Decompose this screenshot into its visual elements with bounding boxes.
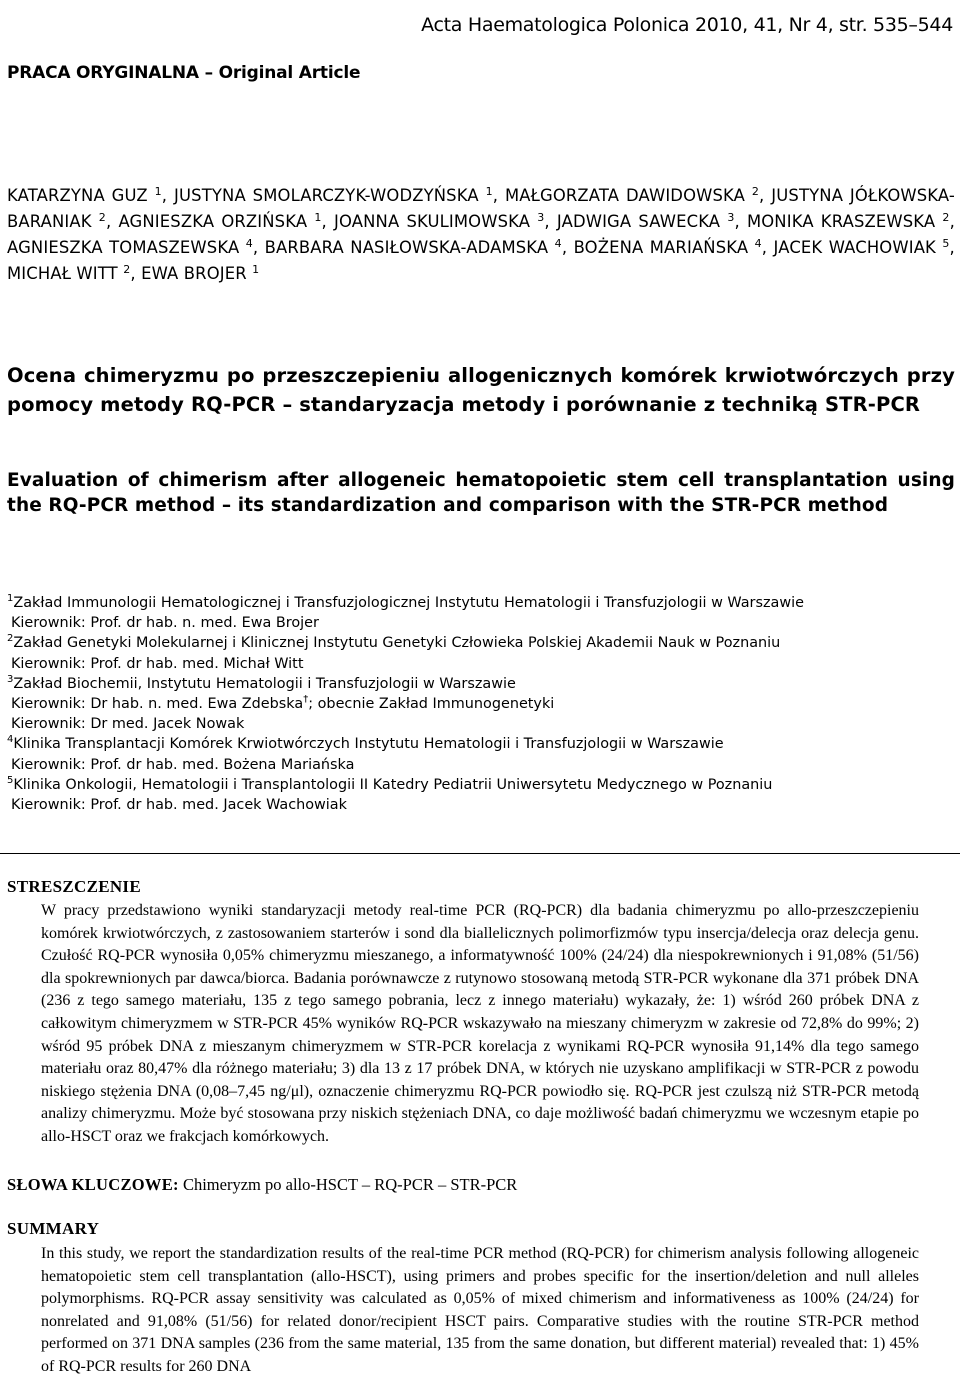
- author-name: MICHAŁ WITT: [7, 264, 118, 283]
- author-name: EWA BROJER: [141, 264, 247, 283]
- affiliations: [7, 593, 955, 815]
- author: [7, 264, 130, 283]
- affiliation-head: Kierownik: Prof. dr hab. med. Bożena Mariańska: [11, 756, 355, 773]
- affiliation-5: [7, 775, 955, 815]
- keywords-label: SŁOWA KLUCZOWE:: [7, 1175, 179, 1194]
- author: [334, 212, 544, 231]
- article-type: PRACA ORYGINALNA – Original Article: [7, 63, 361, 83]
- author-name: MAŁGORZATA DAWIDOWSKA: [504, 186, 746, 205]
- affiliation-number: 2: [7, 633, 14, 645]
- author-affiliation-number: 1: [314, 211, 322, 224]
- affiliation-number: 1: [7, 593, 14, 604]
- author-affiliation-number: 2: [751, 185, 760, 198]
- affiliation-head-suffix: ; obecnie Zakład Immunogenetyki: [308, 696, 555, 713]
- author-name: MONIKA KRASZEWSKA: [746, 212, 936, 231]
- affiliation-number: 3: [7, 673, 14, 685]
- title-english: Evaluation of chimerism after allogeneic hematopoietic stem cell transplantation using the RQ-PCR method – its standardization and comparison with the STR-PCR method: [7, 470, 955, 516]
- author-affiliation-number: 3: [537, 211, 545, 224]
- affiliation-text: Klinika Onkologii, Hematologii i Transplantologii II Katedry Pediatrii Uniwersytetu Medycznego w Poznaniu: [13, 776, 773, 793]
- streszczenie-text: W pracy przedstawiono wyniki standaryzacji metody real-time PCR (RQ-PCR) dla badania chimeryzmu po allo-przeszczepieniu komórek krwiotwórczych, z zastosowaniem starterów i sond dla biallelicznych polimorfizmów typu insercja/delecja oraz delecja genu. Czułość RQ-PCR wynosiła 0,05% chimeryzmu mieszanego, a informatywność 100% (24/24) dla niespokrewnionych i 91,08% (51/56) dla spokrewnionych par dawca/biorca. Badania porównawcze z rutynowo stosowaną metodą STR-PCR wykonane dla 371 próbek DNA (236 z tego samego materiału, 135 z tego samego pobrania, lecz z innego materiału) wykazały, że: 1) wśród 260 próbek DNA z całkowitym chimeryzmem w STR-PCR 45% wyników RQ-PCR wskazywało na mieszany chimeryzm w zakresie od 72,8% do 99%; 2) wśród 95 próbek DNA z mieszanym chimeryzmem w STR-PCR korelacja z wynikami RQ-PCR wynosiła 91,14% dla tego samego materiału oraz 80,47% dla różnego materiału; 3) dla 13 z 17 próbek DNA, w których nie uzyskano amplifikacji w STR-PCR z powodu niskiego stężenia DNA (0,08–7,45 ng/μl), oznaczenie chimeryzmu RQ-PCR powiodło się. RQ-PCR jest czulszą niż STR-PCR metodą analizy chimeryzmu. Może być stosowana przy niskich stężeniach DNA, co daje możliwość badań chimeryzmu we wczesnym etapie po allo-HSCT oraz we frakcjach komórkowych.: [41, 902, 919, 1145]
- author-affiliation-number: 2: [123, 263, 131, 276]
- author: [7, 186, 162, 205]
- author-name: AGNIESZKA TOMASZEWSKA: [7, 238, 240, 257]
- keywords: [7, 1175, 517, 1195]
- affiliation-text: Klinika Transplantacji Komórek Krwiotwórczych Instytutu Hematologii i Transfuzjologii w Warszawie: [13, 736, 724, 753]
- affiliation-4: [7, 734, 955, 774]
- author-name: JUSTYNA JÓŁKOWSKA-BARANIAK: [7, 186, 955, 231]
- affiliation-head: Kierownik: Prof. dr hab. n. med. Ewa Brojer: [11, 615, 319, 632]
- affiliation-2: [7, 633, 955, 673]
- summary-text: In this study, we report the standardization results of the real-time PCR method (RQ-PCR) for chimerism analysis following allogeneic hematopoietic stem cell transplantation (allo-HSCT), using primers and probes specific for the insertion/deletion and null alleles polymorphisms. RQ-PCR assay sensitivity was calculated as 0,05% of mixed chimerism and informativeness as 100% (24/24) for nonrelated and 91,08% (51/56) for related donor/recipient HSCT pairs. Comparative studies with the routine STR-PCR method performed on 371 DNA samples (236 from the same material, 135 from the same donation, but different material) revealed that: 1) 45% of RQ-PCR results for 260 DNA: [41, 1245, 919, 1375]
- author: [174, 186, 493, 205]
- author-name: BARBARA NASIŁOWSKA-ADAMSKA: [264, 238, 549, 257]
- author-affiliation-number: 1: [154, 185, 162, 198]
- affiliation-1: [7, 593, 955, 633]
- author: [265, 238, 562, 257]
- author: [118, 212, 321, 231]
- affiliation-head-2: Kierownik: Dr med. Jacek Nowak: [11, 716, 245, 733]
- author: [7, 238, 253, 257]
- affiliation-number: 5: [7, 774, 14, 786]
- affiliation-number: 4: [7, 734, 14, 746]
- deceased-mark: †: [303, 694, 309, 706]
- author-name: AGNIESZKA ORZIŃSKA: [118, 212, 308, 231]
- author-list: KATARZYNA GUZ $^1$, JUSTYNA SMOLARCZYK-WODZYŃSKA $^1$, MAŁGORZATA DAWIDOWSKA $^2$, JUSTYNA JÓŁKOWSKA-BARANIAK $^2$, AGNIESZKA ORZIŃSKA $^1$, JOANNA SKULIMOWSKA $^3$, JADWIGA SAWECKA $^3$, MONIKA KRASZEWSKA $^2$, AGNIESZKA TOMASZEWSKA $^4$, BARBARA NASIŁOWSKA-ADAMSKA $^4$, BOŻENA MARIAŃSKA $^4$, JACEK WACHOWIAK $^5$, MICHAŁ WITT $^2$, EWA BROJER $^1$: [7, 185, 955, 283]
- author-name: JADWIGA SAWECKA: [556, 212, 721, 231]
- affiliation-text: Zakład Biochemii, Instytutu Hematologii i Transfuzjologii w Warszawie: [13, 675, 516, 692]
- author: [747, 212, 950, 231]
- author-affiliation-number: 1: [252, 263, 260, 276]
- summary-heading: SUMMARY: [7, 1219, 100, 1238]
- affiliation-text: Zakład Immunologii Hematologicznej i Transfuzjologicznej Instytutu Hematologii i Transfuzjologii w Warszawie: [13, 595, 804, 611]
- author: [557, 212, 735, 231]
- keywords-text: Chimeryzm po allo-HSCT – RQ-PCR – STR-PCR: [182, 1175, 518, 1194]
- author-name: JUSTYNA SMOLARCZYK-WODZYŃSKA: [174, 186, 479, 205]
- author-affiliation-number: 2: [942, 211, 950, 224]
- author-name: JOANNA SKULIMOWSKA: [334, 212, 531, 231]
- author-affiliation-number: 1: [485, 185, 493, 198]
- author: [141, 264, 259, 283]
- author-affiliation-number: 4: [754, 237, 762, 250]
- affiliation-head: Kierownik: Prof. dr hab. med. Jacek Wachowiak: [11, 797, 347, 814]
- author: [505, 186, 759, 205]
- section-divider: [0, 853, 960, 854]
- streszczenie-heading: STRESZCZENIE: [7, 877, 141, 896]
- author-affiliation-number: 4: [245, 237, 253, 250]
- author-affiliation-number: 4: [554, 237, 562, 250]
- affiliation-head-text: Kierownik: Dr hab. n. med. Ewa Zdebska: [11, 696, 304, 713]
- affiliation-3: [7, 674, 955, 735]
- journal-citation: Acta Haematologica Polonica 2010, 41, Nr 4, str. 535–544: [421, 14, 953, 36]
- author: [774, 238, 950, 257]
- author-affiliation-number: 5: [942, 237, 950, 250]
- title-polish: Ocena chimeryzmu po przeszczepieniu allogenicznych komórek krwiotwórczych przy pomocy metody RQ-PCR – standaryzacja metody i porównanie z techniką STR-PCR: [7, 364, 955, 416]
- author-name: JACEK WACHOWIAK: [773, 238, 936, 257]
- author-affiliation-number: 3: [727, 211, 735, 224]
- affiliation-head: Kierownik: Prof. dr hab. med. Michał Witt: [11, 655, 304, 672]
- author: [574, 238, 762, 257]
- affiliation-text: Zakład Genetyki Molekularnej i Klinicznej Instytutu Genetyki Człowieka Polskiej Akademii Nauk w Poznaniu: [13, 635, 781, 652]
- author-name: KATARZYNA GUZ: [7, 186, 148, 205]
- author-affiliation-number: 2: [98, 211, 106, 224]
- affiliation-head: [7, 694, 955, 714]
- author-name: BOŻENA MARIAŃSKA: [573, 238, 749, 257]
